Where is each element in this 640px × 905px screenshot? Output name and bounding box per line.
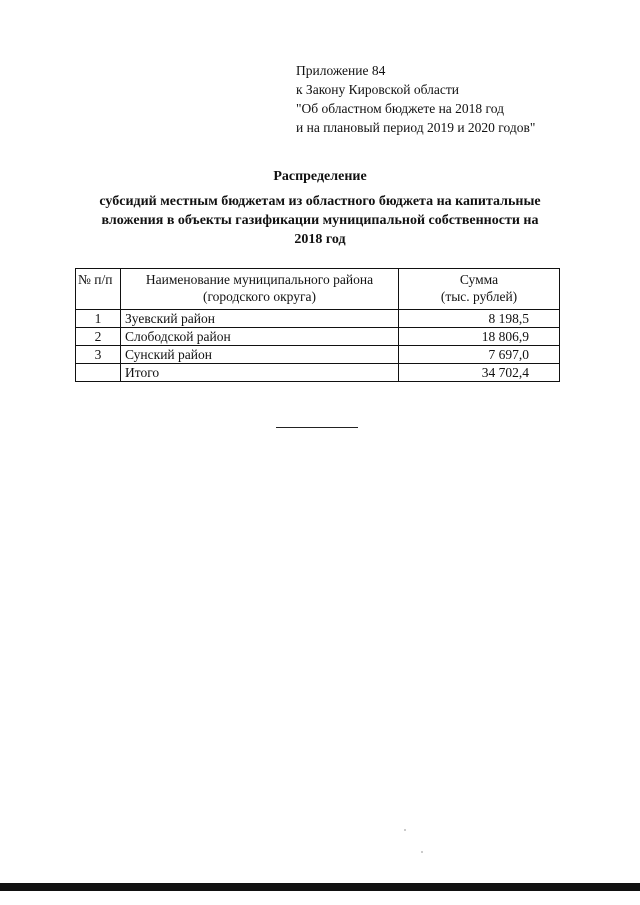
table-row <box>76 310 560 328</box>
row-name: Слободской район <box>121 328 399 346</box>
law-title-line1: "Об областном бюджете на 2018 год <box>296 101 504 116</box>
scan-edge-bar <box>0 883 640 891</box>
total-num <box>76 364 121 382</box>
table-header-row <box>76 269 560 310</box>
end-separator <box>276 427 358 428</box>
header-name-line2: (городского округа) <box>202 289 317 304</box>
appendix-number: Приложение 84 <box>296 63 386 78</box>
table-row <box>76 328 560 346</box>
row-num: 3 <box>76 346 121 364</box>
scan-speck <box>421 851 423 853</box>
table-row <box>76 346 560 364</box>
header-sum <box>399 269 560 310</box>
header-sum-line2: (тыс. рублей) <box>440 289 518 304</box>
row-num: 2 <box>76 328 121 346</box>
row-name: Сунский район <box>121 346 399 364</box>
law-reference: к Закону Кировской области <box>296 82 460 97</box>
header-sum-line1: Сумма <box>459 272 499 287</box>
scan-speck <box>404 829 406 831</box>
row-sum: 7 697,0 <box>399 346 560 364</box>
title-line4: 2018 год <box>294 232 346 247</box>
title-distribution: Распределение <box>273 169 367 184</box>
header-name <box>121 269 399 310</box>
row-sum: 8 198,5 <box>399 310 560 328</box>
appendix-header <box>296 61 535 137</box>
title-line3: вложения в объекты газификации муниципальной собственности на <box>101 213 539 228</box>
distribution-table <box>75 268 560 382</box>
row-sum: 18 806,9 <box>399 328 560 346</box>
header-num: № п/п <box>76 269 121 310</box>
total-label: Итого <box>121 364 399 382</box>
document-title <box>60 167 580 249</box>
header-name-line1: Наименование муниципального района <box>145 272 374 287</box>
row-num: 1 <box>76 310 121 328</box>
title-line2: субсидий местным бюджетам из областного бюджета на капитальные <box>99 194 541 209</box>
total-sum: 34 702,4 <box>399 364 560 382</box>
total-row <box>76 364 560 382</box>
law-title-line2: и на плановый период 2019 и 2020 годов" <box>296 120 536 135</box>
row-name: Зуевский район <box>121 310 399 328</box>
